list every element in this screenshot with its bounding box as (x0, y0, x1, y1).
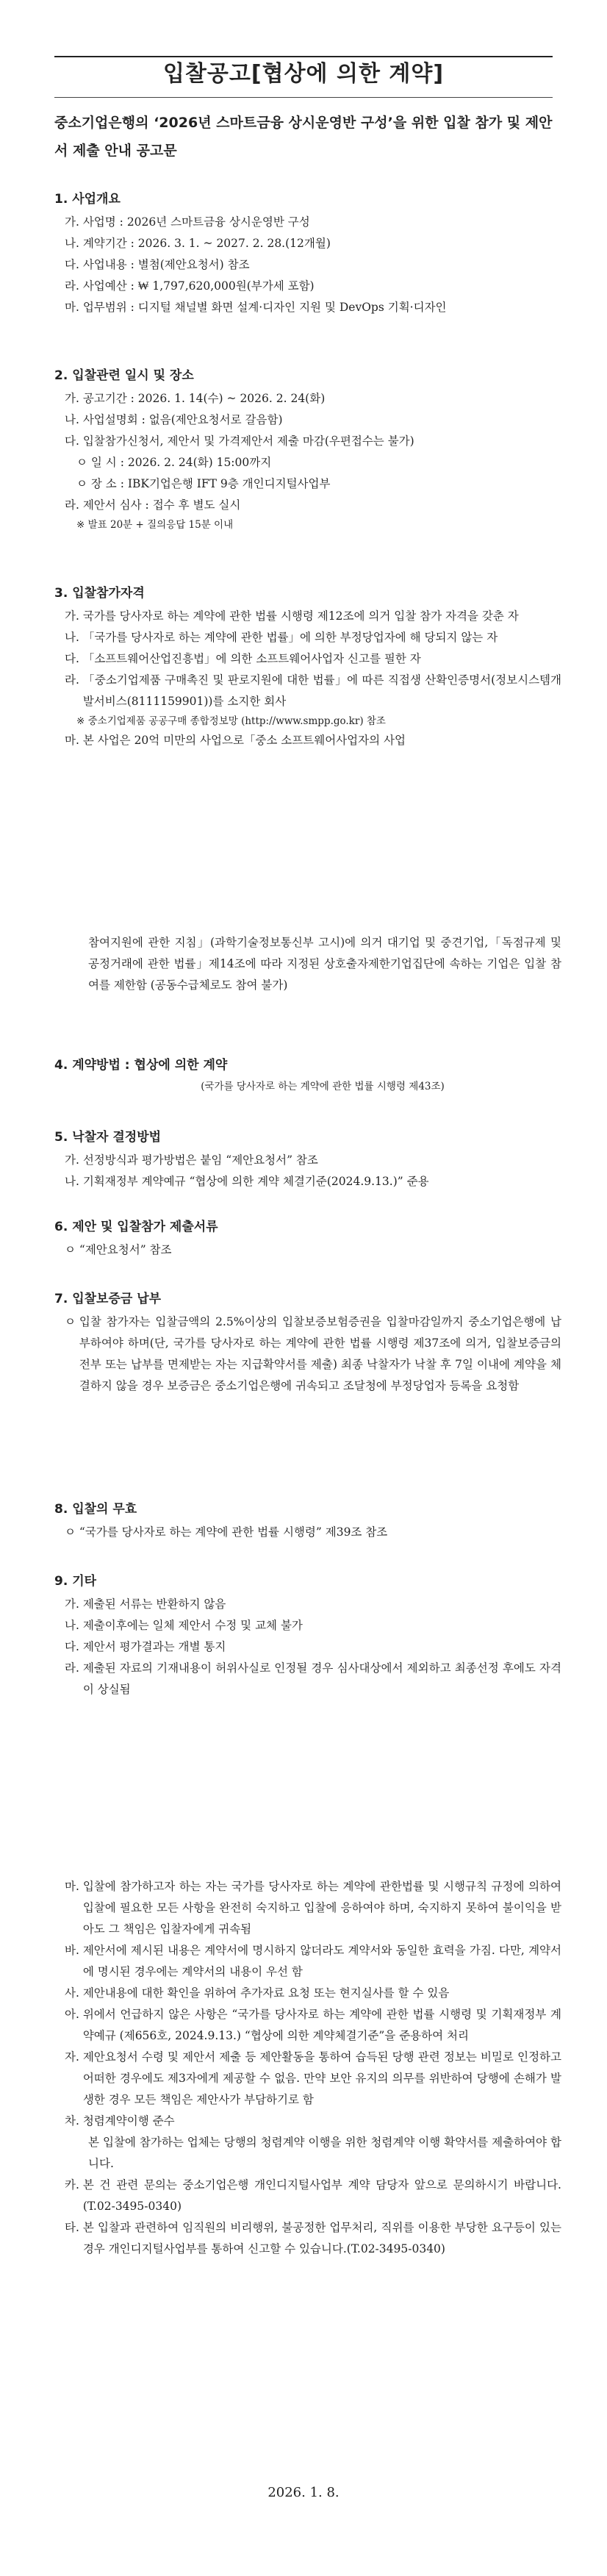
list-item (54, 212, 561, 233)
list-item (54, 1940, 561, 1983)
item-text: 사업내용 : 별첨(제안요청서) 참조 (82, 258, 250, 271)
item-text: 입찰 참가자는 입찰금액의 2.5%이상의 입찰보증보험증권을 입찰마감일까지 중소기업은행에 납부하여야 하며(단, 국가를 당사자로 하는 계약에 관한 법률 시행령 제37조에 의거, 입찰보증금의 전부 또는 납부를 면제받는 자는 지급확약서를 제출) 최종 낙찰자가 낙찰 후 7일 이내에 계약을 체결하지 않을 경우 보증금은 중소기업은행에 귀속되고 조달청에 부정당업자 등록을 요청함 (79, 1315, 562, 1392)
notice-date: 2026. 1. 8. (267, 2485, 340, 2500)
list-item (54, 712, 561, 730)
section-heading: 4. 계약방법 : 협상에 의한 계약 (54, 1058, 228, 1073)
item-marker: 라. (65, 673, 83, 687)
list-item (54, 388, 561, 409)
item-text: 본 사업은 20억 미만의 사업으로「중소 소프트웨어사업자의 사업 (82, 734, 406, 747)
item-text: 제출된 자료의 기재내용이 허위사실로 인정될 경우 심사대상에서 제외하고 최종선정 후에도 자격이 상실됨 (82, 1661, 561, 1696)
item-text: 중소기업제품 공공구매 종합정보망 (http://www.smpp.go.kr) 참조 (87, 715, 386, 727)
list-item (54, 409, 561, 431)
list-item (54, 730, 561, 751)
item-marker: 다. (65, 1640, 83, 1653)
section-7 (54, 1289, 561, 1397)
list-item (54, 473, 561, 495)
item-text: 국가를 당사자로 하는 계약에 관한 법률 시행령 제12조에 의거 입찰 참가 자격을 갖춘 자 (82, 609, 519, 623)
item-marker: 타. (65, 2221, 83, 2234)
list-item (54, 297, 561, 318)
title-block (54, 56, 553, 98)
item-text: 입찰에 참가하고자 하는 자는 국가를 당사자로 하는 계약에 관한법률 및 시행규칙 규정에 의하여 입찰에 필요한 모든 사항을 완전히 숙지하고 입찰에 응하여야 하며, 숙지하지 못하여 불이익을 받아도 그 책임은 입찰자에게 귀속됨 (82, 1880, 561, 1936)
item-marker: 카. (65, 2178, 83, 2192)
item-marker: 마. (65, 1880, 83, 1893)
item-text: 제안요청서 수령 및 제안서 제출 등 제안활동을 통하여 습득된 당행 관련 정보는 비밀로 인정하고 어떠한 경우에도 제3자에게 제공할 수 없음. 만약 보안 유지의 의무를 위반하여 당행에 손해가 발생한 경우 모든 책임은 제안사가 부담하기로 함 (82, 2050, 561, 2106)
item-text: 사업설명회 : 없음(제안요청서로 갈음함) (82, 413, 283, 426)
list-item (54, 1239, 561, 1261)
section-9 (54, 1572, 561, 1700)
item-text: 본 건 관련 문의는 중소기업은행 개인디지털사업부 계약 담당자 앞으로 문의하시기 바랍니다.(T.02-3495-0340) (82, 2178, 561, 2213)
item-marker: ㅇ (76, 456, 91, 469)
list-item (54, 1636, 561, 1658)
item-marker: ㅇ (76, 477, 91, 490)
item-text: 공고기간 : 2026. 1. 14(수) ~ 2026. 2. 24(화) (82, 392, 326, 405)
list-item (54, 233, 561, 254)
list-item (54, 648, 561, 670)
item-text: 본 입찰과 관련하여 임직원의 비리행위, 불공정한 업무처리, 직위를 이용한 부당한 요구등이 있는 경우 개인디지털사업부를 통하여 신고할 수 있습니다.(T.02-3495-0340) (82, 2221, 561, 2255)
title-bottom-rule (54, 97, 553, 98)
item-marker: 나. (65, 1175, 83, 1188)
list-item (54, 2004, 561, 2047)
item-marker: ㅇ (65, 1243, 79, 1256)
item-marker: 가. (65, 392, 83, 405)
item-marker: 마. (65, 301, 83, 314)
item-text: 제안서 심사 : 접수 후 별도 실시 (82, 498, 241, 512)
list-item (54, 1312, 561, 1397)
section-6 (54, 1217, 561, 1261)
item-marker: 가. (65, 609, 83, 623)
list-item (54, 2175, 561, 2217)
list-item (54, 1594, 561, 1615)
item-marker: 나. (65, 631, 83, 644)
section-heading: 8. 입찰의 무효 (54, 1502, 137, 1517)
item-marker: 자. (65, 2050, 83, 2064)
item-text: 참여지원에 관한 지침」(과학기술정보통신부 고시)에 의거 대기업 및 중견기업,「독점규제 및 공정거래에 관한 법률」제14조에 따라 지정된 상호출자제한기업집단에 속하는 기업은 입찰 참여를 제한함 (공동수급체로도 참여 불가) (88, 936, 561, 992)
item-marker: 나. (65, 1619, 83, 1632)
list-item (54, 431, 561, 452)
item-text: 제안서 평가결과는 개별 통지 (82, 1640, 226, 1653)
item-marker: 사. (65, 1986, 83, 2000)
item-text: 일 시 : 2026. 2. 24(화) 15:00까지 (90, 456, 272, 469)
section-heading: 6. 제안 및 입찰참가 제출서류 (54, 1220, 218, 1234)
intro-heading: 중소기업은행의 ‘2026년 스마트금융 상시운영반 구성’을 위한 입찰 참가 및 제안서 제출 안내 공고문 (54, 115, 553, 159)
item-marker: 라. (65, 498, 83, 512)
list-item (54, 1658, 561, 1700)
item-text: 위에서 언급하지 않은 사항은 “국가를 당사자로 하는 계약에 관한 법률 시행령 및 기획재정부 계약예규 (제656호, 2024.9.13.) “협상에 의한 계약체결기준”을 준용하여 처리 (82, 2008, 561, 2042)
item-text: 사업예산 : ₩ 1,797,620,000원(부가세 포함) (82, 279, 315, 293)
section-heading: 1. 사업개요 (54, 192, 121, 207)
list-item (54, 516, 561, 534)
list-item (54, 932, 561, 996)
item-text: 기획재정부 계약예규 “협상에 의한 계약 체결기준(2024.9.13.)” 준용 (82, 1175, 429, 1188)
list-item (54, 254, 561, 276)
section-1 (54, 190, 561, 318)
item-marker: ㅇ (65, 1315, 79, 1328)
section-note (54, 1078, 561, 1095)
section-5 (54, 1128, 561, 1192)
item-text: 입찰참가신청서, 제안서 및 가격제안서 제출 마감(우편접수는 불가) (82, 434, 414, 448)
item-marker: 라. (65, 1661, 83, 1675)
section-3-continuation (54, 932, 561, 996)
item-marker: 나. (65, 237, 83, 250)
item-text: “제안요청서” 참조 (79, 1243, 172, 1256)
item-text: 발표 20분 + 질의응답 15분 이내 (87, 519, 234, 531)
note-marker: ※ (76, 715, 88, 727)
list-item (54, 1983, 561, 2004)
item-text: 「소프트웨어산업진흥법」에 의한 소프트웨어사업자 신고를 필한 자 (82, 652, 421, 665)
item-text: 선정방식과 평가방법은 붙임 “제안요청서” 참조 (82, 1153, 318, 1167)
list-item (54, 1522, 561, 1543)
item-text: 청렴계약이행 준수 (82, 2114, 175, 2128)
item-text: 「국가를 당사자로 하는 계약에 관한 법률」에 의한 부정당업자에 해 당되지 않는 자 (82, 631, 498, 644)
section-8 (54, 1500, 561, 1543)
item-text: 「중소기업제품 구매촉진 및 판로지원에 대한 법률」에 따른 직접생 산확인증명서(정보시스템개발서비스(8111159901))를 소지한 회사 (82, 673, 561, 708)
item-marker: 아. (65, 2008, 83, 2021)
item-text: (국가를 당사자로 하는 계약에 관한 법률 시행령 제43조) (201, 1081, 445, 1092)
item-marker: 차. (65, 2114, 83, 2128)
item-text: “국가를 당사자로 하는 계약에 관한 법률 시행령” 제39조 참조 (79, 1525, 388, 1539)
item-marker: 다. (65, 258, 83, 271)
item-text: 제출이후에는 일체 제안서 수정 및 교체 불가 (82, 1619, 303, 1632)
section-heading: 7. 입찰보증금 납부 (54, 1292, 162, 1306)
note-marker: ※ (76, 519, 88, 531)
item-marker: 라. (65, 279, 83, 293)
list-item (54, 276, 561, 297)
item-text: 업무범위 : 디지털 채널별 화면 설계·디자인 지원 및 DevOps 기획·디자인 (82, 301, 447, 314)
item-marker: 가. (65, 1598, 83, 1611)
item-text: 제안내용에 대한 확인을 위하여 추가자료 요청 또는 현지실사를 할 수 있음 (82, 1986, 450, 2000)
item-marker: 나. (65, 413, 83, 426)
list-item (54, 1150, 561, 1171)
item-marker: 다. (65, 434, 83, 448)
item-text: 장 소 : IBK기업은행 IFT 9층 개인디지털사업부 (90, 477, 331, 490)
list-item (54, 495, 561, 516)
list-item (54, 670, 561, 712)
item-text: 제출된 서류는 반환하지 않음 (82, 1598, 226, 1611)
list-item (54, 606, 561, 627)
item-text: 사업명 : 2026년 스마트금융 상시운영반 구성 (82, 215, 310, 229)
list-item (54, 452, 561, 473)
item-marker: 바. (65, 1944, 83, 1957)
section-heading: 3. 입찰참가자격 (54, 586, 145, 601)
list-item (54, 1615, 561, 1636)
item-text: 제안서에 제시된 내용은 계약서에 명시하지 않더라도 계약서와 동일한 효력을 가짐. 다만, 계약서에 명시된 경우에는 계약서의 내용이 우선 함 (82, 1944, 561, 1978)
list-item (54, 627, 561, 648)
list-item (54, 1171, 561, 1192)
section-9-continuation (54, 1876, 561, 2260)
list-item (54, 2111, 561, 2132)
item-marker: 다. (65, 652, 83, 665)
item-marker: 마. (65, 734, 83, 747)
section-heading: 5. 낙찰자 결정방법 (54, 1130, 162, 1145)
section-heading: 2. 입찰관련 일시 및 장소 (54, 368, 194, 383)
item-marker: 가. (65, 1153, 83, 1167)
list-item (54, 1876, 561, 1940)
item-text: 본 입찰에 참가하는 업체는 당행의 청렴계약 이행을 위한 청렴계약 이행 확약서를 제출하여야 합니다. (88, 2136, 561, 2170)
section-4 (54, 1056, 561, 1095)
section-heading: 9. 기타 (54, 1574, 97, 1589)
list-item (54, 2132, 561, 2175)
list-item (54, 2047, 561, 2111)
item-text: 계약기간 : 2026. 3. 1. ~ 2027. 2. 28.(12개월) (82, 237, 331, 250)
section-3 (54, 584, 561, 751)
page-title: 입찰공고[협상에 의한 계약] (162, 61, 445, 87)
item-marker: 가. (65, 215, 83, 229)
list-item (54, 2217, 561, 2260)
section-2 (54, 366, 561, 534)
item-marker: ㅇ (65, 1525, 79, 1539)
